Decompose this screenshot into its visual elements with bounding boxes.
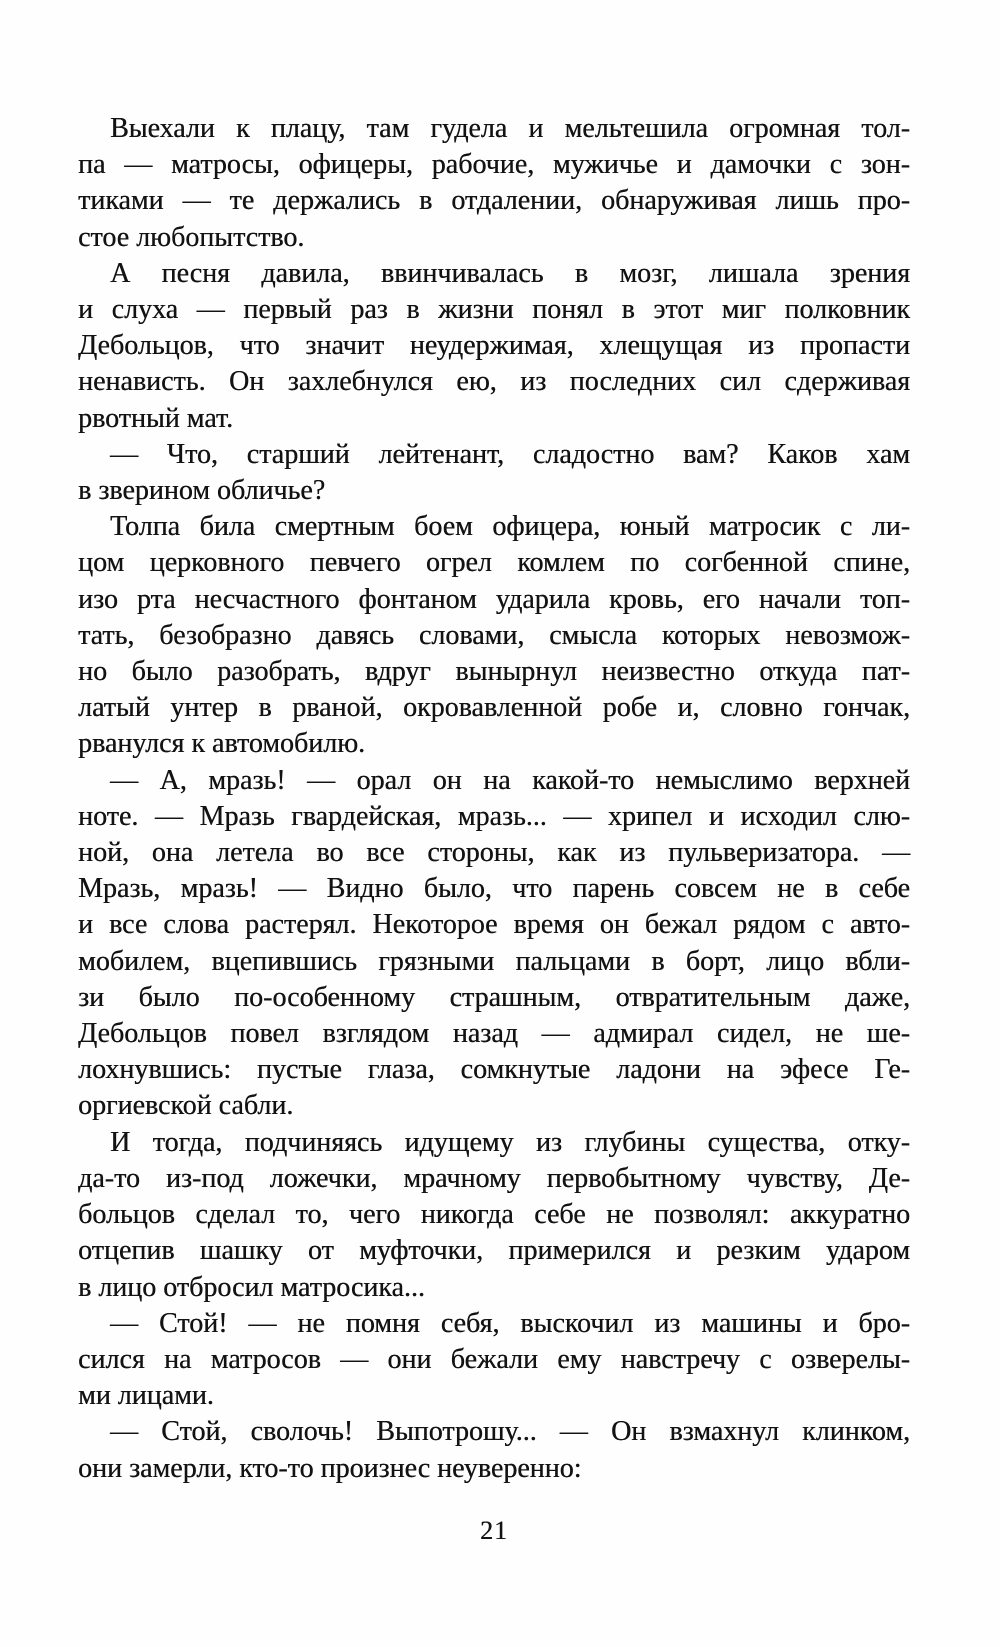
page-number: 21	[480, 1516, 508, 1545]
text-line: изо рта несчастного фонтаном ударила кровь, его начали топ-	[78, 583, 910, 615]
text-line: латый унтер в рваной, окровавленной робе и, словно гончак,	[78, 692, 910, 724]
text-line: ми лицами.	[78, 1380, 214, 1412]
text-line: отцепив шашку от муфточки, примерился и резким ударом	[78, 1235, 910, 1267]
text-line: А песня давила, ввинчивалась в мозг, лишала зрения	[110, 257, 910, 289]
text-line: — Стой, сволочь! Выпотрошу... — Он взмахнул клинком,	[110, 1416, 910, 1448]
text-line: да-то из-под ложечки, мрачному первобытному чувству, Де-	[78, 1162, 910, 1194]
text-line: сился на матросов — они бежали ему навстречу с озверелы-	[78, 1343, 910, 1375]
text-line: и все слова растерял. Некоторое время он бежал рядом с авто-	[78, 909, 910, 941]
paragraph	[78, 509, 910, 762]
paragraph	[78, 256, 910, 437]
text-line: рвотный мат.	[78, 402, 234, 434]
text-line: рванулся к автомобилю.	[78, 728, 366, 760]
text-line: в зверином обличье?	[78, 475, 326, 507]
text-line: стое любопытство.	[78, 221, 305, 253]
text-line: Дебольцов повел взглядом назад — адмирал сидел, не ше-	[78, 1018, 910, 1050]
text-line: Толпа била смертным боем офицера, юный матросик с ли-	[110, 511, 910, 543]
text-line: Дебольцов, что значит неудержимая, хлещущая из пропасти	[78, 330, 910, 362]
paragraph	[78, 763, 910, 1125]
text-line: — Что, старший лейтенант, сладостно вам? Каков хам	[110, 438, 910, 470]
text-line: цом церковного певчего огрел комлем по согбенной спине,	[78, 547, 910, 579]
text-line: оргиевской сабли.	[78, 1090, 294, 1122]
text-line: тать, безобразно давясь словами, смысла которых невозмож-	[78, 619, 910, 651]
text-line: Выехали к плацу, там гудела и мельтешила огромная тол-	[110, 113, 910, 144]
text-line: но было разобрать, вдруг вынырнул неизвестно откуда пат-	[78, 656, 910, 688]
text-line: И тогда, подчиняясь идущему из глубины существа, отку-	[110, 1126, 910, 1158]
paragraph	[78, 1125, 910, 1306]
paragraph	[78, 437, 910, 509]
paragraph	[78, 1414, 910, 1486]
text-line: ной, она летела во все стороны, как из пульверизатора. —	[78, 837, 910, 869]
text-line: тиками — те держались в отдалении, обнаруживая лишь про-	[78, 185, 910, 217]
page-text-block	[78, 111, 910, 1487]
text-line: зи было по-особенному страшным, отвратительным даже,	[78, 981, 910, 1013]
text-line: ноте. — Мразь гвардейская, мразь... — хрипел и исходил слю-	[78, 800, 910, 832]
text-line: в лицо отбросил матросика...	[78, 1271, 425, 1303]
text-line: па — матросы, офицеры, рабочие, мужичье и дамочки с зон-	[78, 149, 910, 181]
paragraph	[78, 111, 910, 256]
text-line: ненависть. Он захлебнулся ею, из последних сил сдерживая	[78, 366, 910, 398]
text-line: Мразь, мразь! — Видно было, что парень совсем не в себе	[78, 873, 910, 905]
text-line: мобилем, вцепившись грязными пальцами в борт, лицо вбли-	[78, 945, 910, 977]
text-line: — А, мразь! — орал он на какой-то немыслимо верхней	[110, 764, 910, 796]
text-line: лохнувшись: пустые глаза, сомкнутые ладони на эфесе Ге-	[78, 1054, 910, 1086]
text-line: больцов сделал то, чего никогда себе не позволял: аккуратно	[78, 1199, 910, 1231]
text-line: они замерли, кто-то произнес неуверенно:	[78, 1452, 582, 1484]
text-line: и слуха — первый раз в жизни понял в этот миг полковник	[78, 294, 910, 326]
text-line: — Стой! — не помня себя, выскочил из машины и бро-	[110, 1307, 910, 1339]
paragraph	[78, 1306, 910, 1415]
